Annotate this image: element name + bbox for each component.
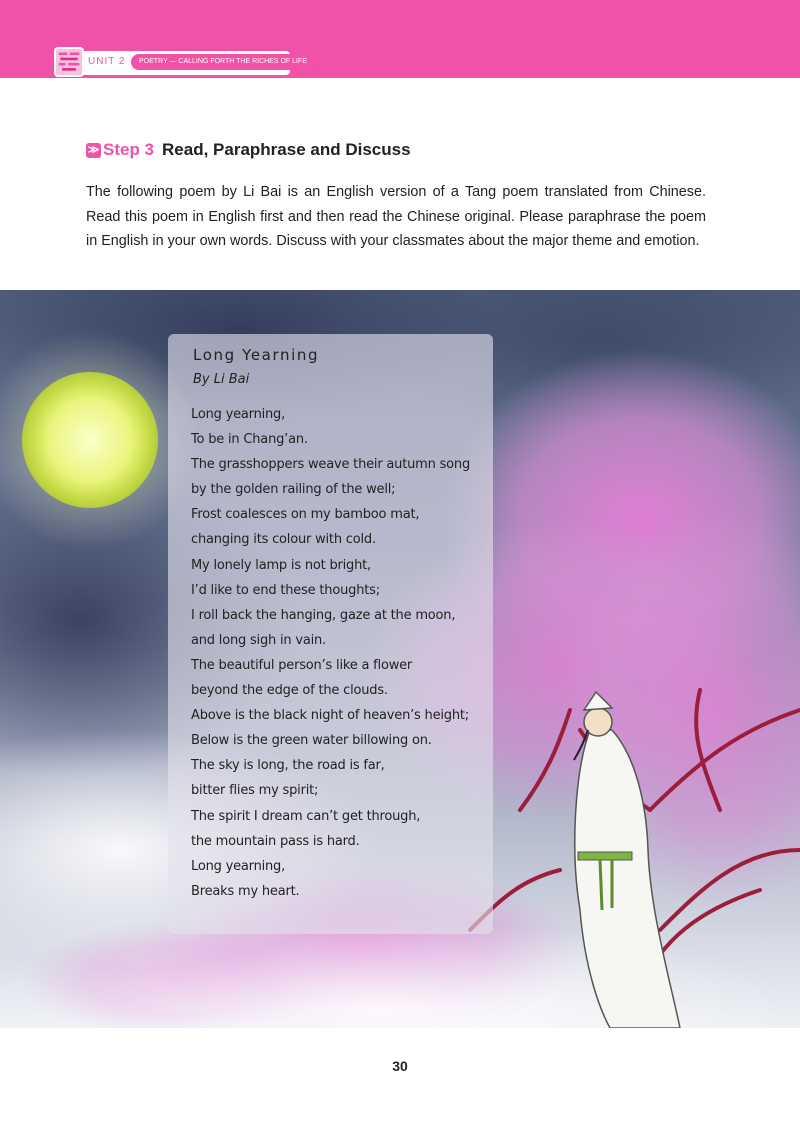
poem-line: My lonely lamp is not bright,	[191, 557, 371, 573]
poem-line: The spirit I dream can’t get through,	[191, 808, 421, 824]
poem-line: the mountain pass is hard.	[191, 833, 360, 849]
poem-line: The sky is long, the road is far,	[191, 758, 385, 774]
double-chevron-icon: ≫	[87, 143, 100, 156]
step-heading	[86, 140, 411, 160]
poem-line: To be in Chang’an.	[191, 432, 308, 448]
poem-line: beyond the edge of the clouds.	[191, 683, 388, 699]
poem-line: Long yearning,	[191, 407, 286, 422]
unit-theme-label: POETRY — CALLING FORTH THE RICHES OF LIFE	[131, 54, 315, 70]
step-title: Read, Paraphrase and Discuss	[162, 140, 411, 159]
poem-lines	[191, 402, 491, 904]
poem-author: By Li Bai	[193, 372, 250, 387]
poem-line: I’d like to end these thoughts;	[191, 582, 380, 598]
poem-line: and long sigh in vain.	[191, 632, 327, 648]
unit-label: UNIT 2	[88, 56, 126, 67]
poem-line: Frost coalesces on my bamboo mat,	[191, 507, 420, 523]
poem-line: Long yearning,	[191, 858, 286, 874]
poem-line: bitter flies my spirit;	[191, 783, 319, 799]
poem-line: The beautiful person’s like a flower	[191, 657, 413, 673]
step-number: Step 3	[103, 140, 155, 159]
poem-title: Long Yearning	[193, 346, 320, 364]
poem-line: I roll back the hanging, gaze at the moon,	[191, 607, 456, 623]
page-number: 30	[392, 1058, 408, 1074]
poem-line: changing its colour with cold.	[191, 532, 376, 548]
unit-logo-icon	[54, 47, 84, 77]
poem-line: by the golden railing of the well;	[191, 482, 396, 498]
poem-line: Breaks my heart.	[191, 883, 300, 899]
poem-line: The grasshoppers weave their autumn song	[191, 457, 471, 473]
poem-line: Below is the green water billowing on.	[191, 733, 432, 749]
instructions-paragraph: The following poem by Li Bai is an English version of a Tang poem translated from Chinese. Read this poem in English first and then read the Chinese original. Please paraphrase the poem in English in your own words. Discuss with your classmates about the major theme and emotion.	[86, 184, 706, 249]
poem-line: Above is the black night of heaven’s height;	[191, 708, 469, 724]
